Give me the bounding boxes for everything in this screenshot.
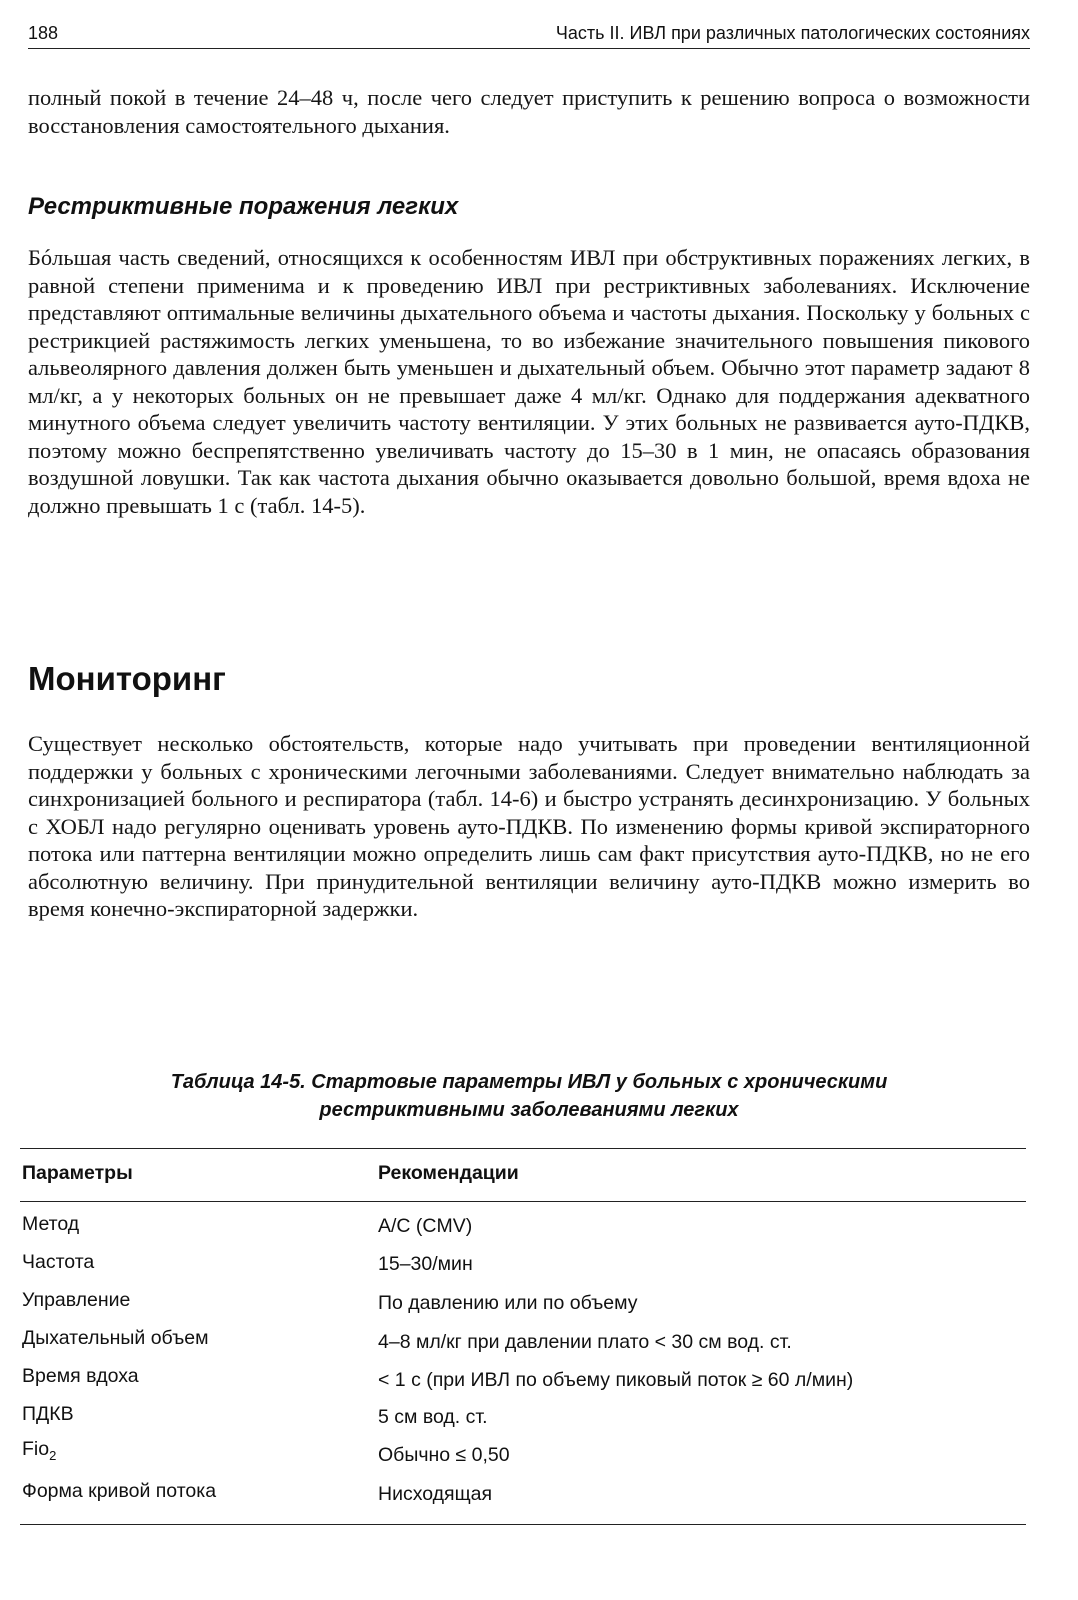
param-fio2-subscript: 2 — [49, 1447, 57, 1463]
value-fio2: Обычно ≤ 0,50 — [378, 1444, 510, 1466]
value-flow-waveform: Нисходящая — [378, 1483, 493, 1505]
page-number: 188 — [28, 23, 59, 43]
section-title-restrictive: Рестриктивные поражения легких — [28, 193, 459, 220]
header-recommendations: Рекомендации — [378, 1162, 519, 1184]
header-parameters: Параметры — [22, 1162, 133, 1184]
section-title-monitoring: Мониторинг — [28, 660, 226, 697]
monitoring-paragraph — [28, 730, 1030, 923]
value-tidal-volume: 4–8 мл/кг при давлении плато < 30 см вод. ст. — [378, 1331, 792, 1353]
value-frequency: 15–30/мин — [378, 1253, 473, 1275]
param-frequency: Частота — [22, 1251, 95, 1273]
param-control: Управление — [22, 1289, 131, 1311]
table-top-rule — [20, 1148, 1026, 1149]
restrictive-text: Бóльшая часть сведений, относящихся к особенностям ИВЛ при обструктивных поражениях легких, в равной степени применима и к проведению ИВЛ при рестриктивных заболеваниях. Исключение представляют оптимальные величины дыхательного объема и частоты дыхания. Поскольку у больных с рестрикцией растяжимость легких уменьшена, то во избежание значительного повышения пикового альвеолярного давления должен быть уменьшен и дыхательный объем. Обычно этот параметр задают 8 мл/кг, а у некоторых больных он не превышает даже 4 мл/кг. Однако для поддержания адекватного минутного объема следует увеличить частоту вентиляции. У этих больных не развивается ауто-ПДКВ, поэтому можно беспрепятственно увеличивать частоту до 15–30 в 1 мин, не опасаясь образования воздушной ловушки. Так как частота дыхания обычно оказывается довольно большой, время вдоха не должно превышать 1 с (табл. 14-5). — [28, 245, 1030, 518]
intro-paragraph — [28, 84, 1030, 139]
table-caption-line-1: Таблица 14-5. Стартовые параметры ИВЛ у больных с хроническими — [170, 1071, 888, 1093]
restrictive-paragraph — [28, 244, 1030, 519]
param-inspiration-time: Время вдоха — [22, 1365, 139, 1387]
param-fio2-text: Fio — [22, 1438, 50, 1460]
param-fio2 — [22, 1438, 56, 1463]
value-inspiration-time: < 1 с (при ИВЛ по объему пиковый поток ≥ 60 л/мин) — [378, 1369, 854, 1391]
part-title: Часть II. ИВЛ при различных патологических состояниях — [555, 23, 1030, 43]
value-peep: 5 см вод. ст. — [378, 1406, 488, 1428]
table-caption — [28, 1068, 1030, 1124]
running-head — [28, 20, 1030, 49]
param-peep: ПДКВ — [22, 1403, 74, 1425]
value-control: По давлению или по объему — [378, 1292, 638, 1314]
table-header-rule — [20, 1201, 1026, 1202]
param-tidal-volume: Дыхательный объем — [22, 1327, 209, 1349]
value-method: A/C (CMV) — [378, 1215, 473, 1237]
monitoring-text: Существует несколько обстоятельств, которые надо учитывать при проведении вентиляционной поддержки у больных с хроническими легочными заболеваниями. Следует внимательно наблюдать за синхронизацией больного и респиратора (табл. 14-6) и быстро устранять десинхронизацию. У больных с ХОБЛ надо регулярно оценивать уровень ауто-ПДКВ. По изменению формы кривой экспираторного потока или паттерна вентиляции можно определить лишь сам факт присутствия ауто-ПДКВ, но не его абсолютную величину. При принудительной вентиляции величину ауто-ПДКВ можно измерить во время конечно-экспираторной задержки. — [28, 731, 1030, 921]
param-flow-waveform: Форма кривой потока — [22, 1480, 217, 1502]
table-caption-line-2: рестриктивными заболеваниями легких — [319, 1099, 739, 1121]
intro-text: полный покой в течение 24–48 ч, после чего следует приступить к решению вопроса о возможности восстановления самостоятельного дыхания. — [28, 85, 1030, 138]
table-bottom-rule — [20, 1524, 1026, 1525]
param-method: Метод — [22, 1213, 80, 1235]
